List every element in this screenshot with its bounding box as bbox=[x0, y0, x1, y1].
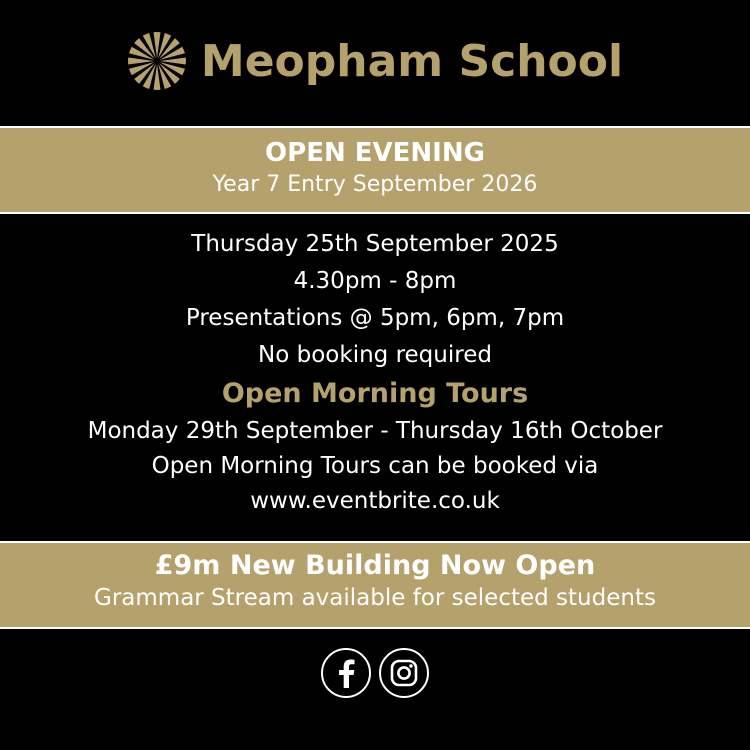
school-name: Meopham School bbox=[200, 35, 624, 87]
tours-booking-line: Open Morning Tours can be booked via bbox=[151, 453, 599, 479]
open-evening-title: OPEN EVENING bbox=[265, 138, 485, 168]
new-building-title: £9m New Building Now Open bbox=[154, 550, 596, 581]
facebook-icon bbox=[334, 658, 358, 688]
open-evening-subtitle: Year 7 Entry September 2026 bbox=[212, 172, 538, 197]
new-building-subtitle: Grammar Stream available for selected students bbox=[94, 585, 656, 611]
event-presentations: Presentations @ 5pm, 6pm, 7pm bbox=[185, 305, 565, 331]
sunburst-logo-icon bbox=[127, 31, 187, 91]
tours-heading: Open Morning Tours bbox=[221, 378, 529, 409]
open-evening-banner bbox=[0, 126, 750, 214]
event-time: 4.30pm - 8pm bbox=[293, 268, 457, 294]
event-details bbox=[0, 226, 750, 519]
instagram-button[interactable] bbox=[379, 648, 429, 698]
header bbox=[0, 0, 750, 122]
tours-url-link[interactable]: www.eventbrite.co.uk bbox=[250, 488, 500, 514]
new-building-banner bbox=[0, 541, 750, 629]
tours-dates: Monday 29th September - Thursday 16th October bbox=[87, 418, 663, 444]
social-links bbox=[0, 648, 750, 698]
event-booking-note: No booking required bbox=[258, 342, 492, 368]
facebook-button[interactable] bbox=[321, 648, 371, 698]
event-date: Thursday 25th September 2025 bbox=[191, 231, 559, 257]
instagram-icon bbox=[389, 658, 419, 688]
